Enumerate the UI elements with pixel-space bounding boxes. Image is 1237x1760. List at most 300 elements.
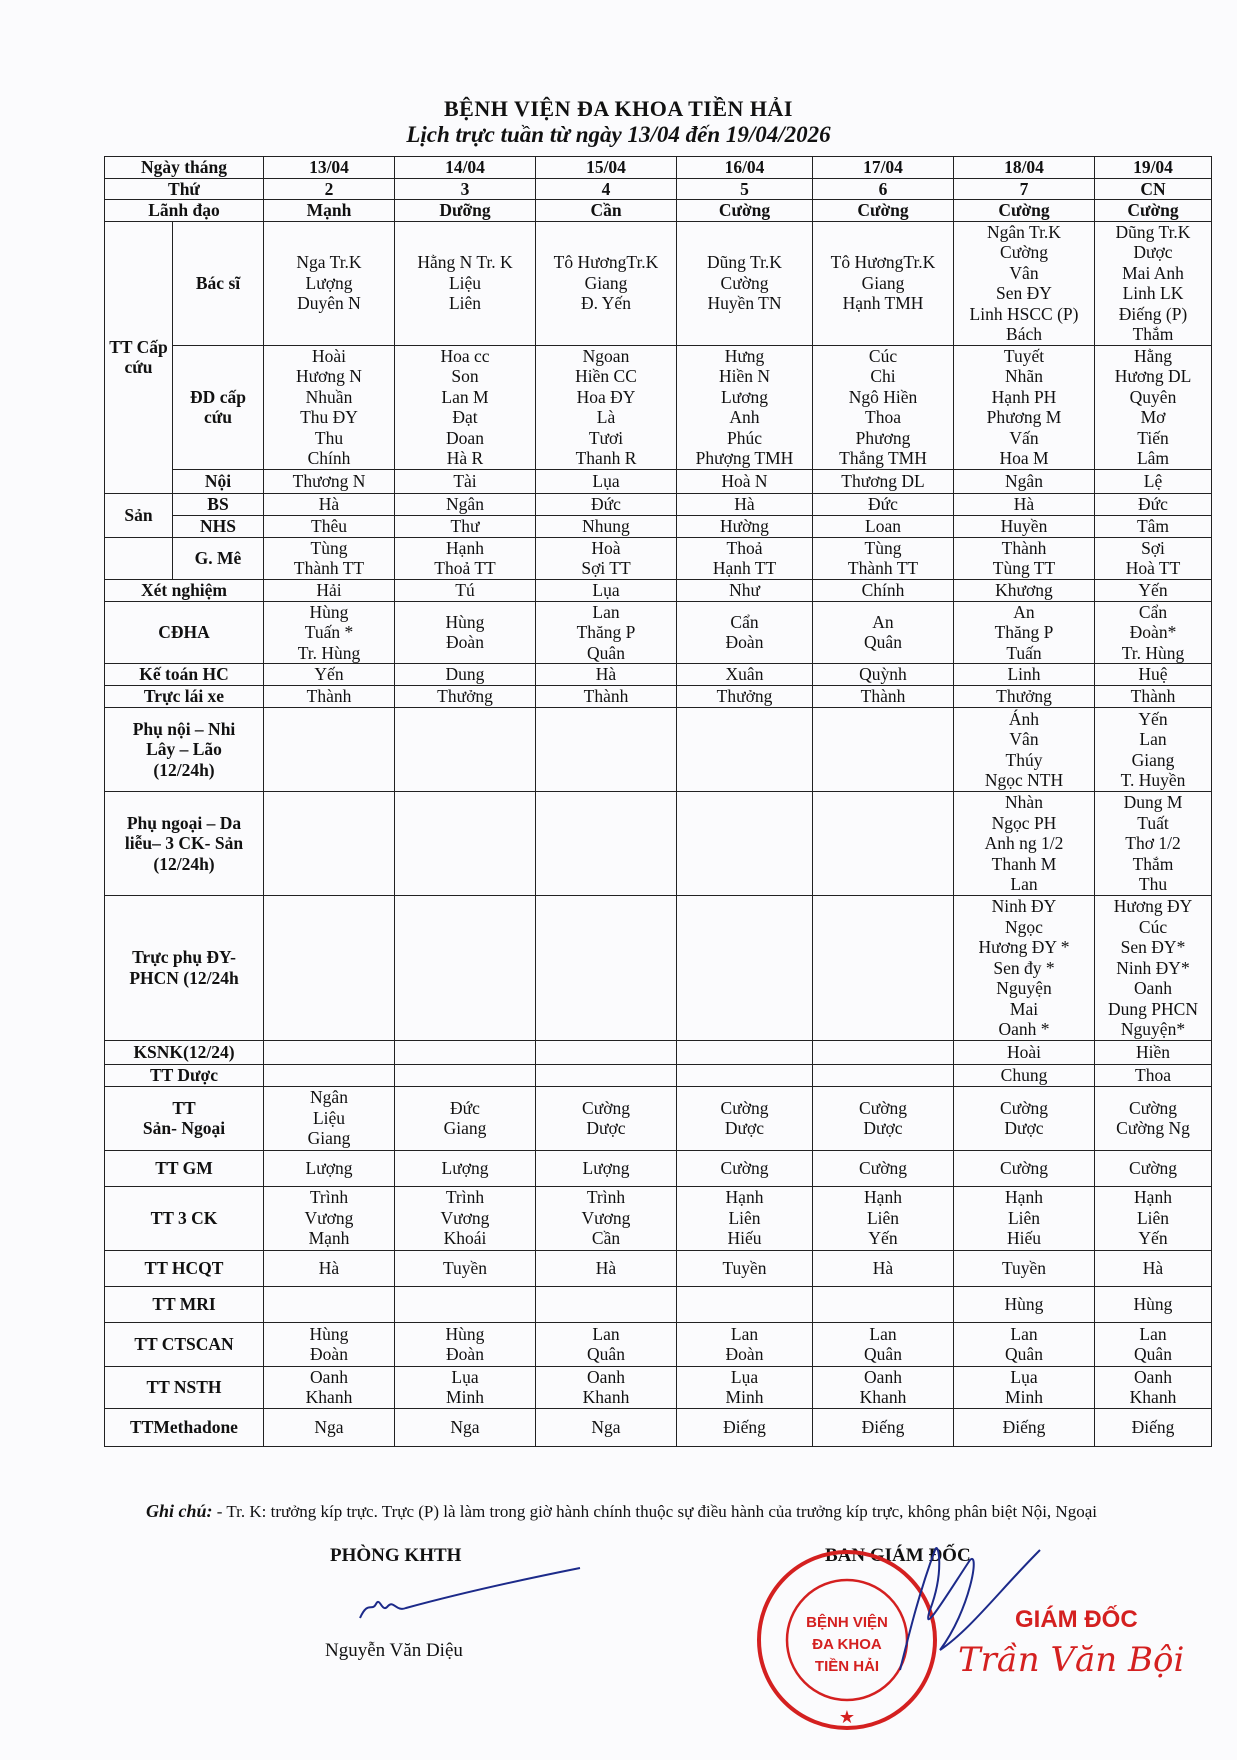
schedule-cell bbox=[536, 896, 677, 1041]
cell-name: Dũng Tr.K bbox=[707, 252, 782, 273]
leader-cell: Dưỡng bbox=[395, 200, 536, 222]
cell-name: Dược bbox=[1004, 1118, 1044, 1138]
cell-name: Quyên bbox=[1129, 386, 1177, 407]
row-dd-cap-cuu bbox=[105, 345, 1212, 469]
schedule-cell bbox=[813, 579, 954, 601]
cell-name: Hằng bbox=[1134, 345, 1172, 366]
cell-name: Hà R bbox=[446, 448, 484, 468]
cell-name: Đoàn bbox=[446, 1344, 484, 1364]
schedule-cell bbox=[536, 664, 677, 686]
schedule-cell bbox=[264, 493, 395, 515]
cell-name: Chính bbox=[307, 448, 351, 468]
cell-name: Thoa bbox=[1135, 1064, 1171, 1085]
stamp-text: ĐA KHOA bbox=[812, 1636, 882, 1653]
row-label: BS bbox=[173, 493, 264, 515]
cell-name: Cường bbox=[582, 1097, 630, 1118]
cell-name: Phúc bbox=[727, 427, 762, 448]
schedule-cell bbox=[395, 708, 536, 792]
schedule-cell bbox=[954, 601, 1095, 664]
cell-name: Giang bbox=[861, 272, 905, 293]
schedule-cell bbox=[264, 345, 395, 469]
schedule-cell bbox=[1095, 515, 1212, 537]
schedule-cell bbox=[813, 1286, 954, 1322]
cell-name: Ninh ĐY bbox=[991, 896, 1057, 916]
cell-name: Quân bbox=[1134, 1344, 1172, 1364]
schedule-cell bbox=[1095, 579, 1212, 601]
date-cell: 18/04 bbox=[954, 157, 1095, 179]
cell-name: Cường Ng bbox=[1116, 1118, 1190, 1138]
cell-name: Hiền CC bbox=[575, 366, 637, 386]
cell-name: An bbox=[1013, 601, 1035, 622]
schedule-cell bbox=[1095, 1286, 1212, 1322]
cell-name: Lương bbox=[721, 386, 768, 407]
cell-name: Khanh bbox=[859, 1387, 907, 1407]
cell-name: Hương ĐY bbox=[1113, 896, 1193, 916]
cell-name: Nguyện* bbox=[1120, 1019, 1186, 1039]
cell-name: Dung bbox=[445, 664, 485, 685]
cell-name: Giang bbox=[307, 1128, 351, 1149]
cell-name: Phương M bbox=[986, 407, 1062, 427]
schedule-cell bbox=[536, 1086, 677, 1150]
schedule-cell bbox=[954, 493, 1095, 515]
cell-name: Đức bbox=[1138, 493, 1168, 514]
cell-name: Thắng TMH bbox=[839, 448, 927, 468]
cell-name: Hạnh bbox=[1005, 1187, 1043, 1208]
row-gay-me bbox=[105, 537, 1212, 579]
row-label bbox=[105, 896, 264, 1041]
cell-name: Dung M bbox=[1123, 792, 1183, 813]
cell-name: Đoàn bbox=[725, 632, 764, 653]
right-signer-role: GIÁM ĐỐC bbox=[1015, 1606, 1138, 1633]
schedule-cell bbox=[536, 1366, 677, 1408]
schedule-cell bbox=[813, 469, 954, 493]
cell-name: Quân bbox=[587, 642, 625, 663]
cell-name: Khanh bbox=[305, 1387, 353, 1407]
cell-name: Ngân bbox=[310, 1087, 348, 1108]
cell-name: Thành bbox=[306, 686, 352, 707]
row-label: G. Mê bbox=[173, 537, 264, 579]
row-xet-nghiem bbox=[105, 579, 1212, 601]
row-phu-dy bbox=[105, 896, 1212, 1041]
cell-name: Quân bbox=[864, 1344, 902, 1364]
cell-name: Trực phụ ĐY- bbox=[132, 947, 236, 968]
schedule-cell bbox=[264, 1322, 395, 1366]
row-label: Bác sĩ bbox=[173, 221, 264, 345]
row-label: TT CTSCAN bbox=[105, 1322, 264, 1366]
cell-name: Cường bbox=[720, 1097, 769, 1118]
cell-name: Linh bbox=[1007, 664, 1041, 685]
cell-name: Lượng bbox=[441, 1157, 489, 1178]
schedule-cell bbox=[1095, 1150, 1212, 1186]
cell-name: Trình bbox=[586, 1187, 626, 1208]
cell-name: Lan bbox=[1010, 1323, 1038, 1344]
cell-name: Hoài bbox=[311, 345, 347, 366]
cell-name: TT bbox=[172, 1097, 196, 1118]
cell-name: Hương ĐY * bbox=[978, 937, 1070, 957]
cell-name: Lụa bbox=[592, 579, 620, 600]
cell-name: Thắm bbox=[1132, 324, 1174, 344]
schedule-cell bbox=[395, 579, 536, 601]
cell-name: Chi bbox=[870, 366, 896, 386]
cell-name: Đạt bbox=[452, 407, 478, 427]
cell-name: Tiến bbox=[1137, 427, 1169, 448]
cell-name: Điếng bbox=[861, 1416, 905, 1437]
cell-name: An bbox=[872, 611, 894, 632]
cell-name: Nhãn bbox=[1005, 366, 1043, 386]
schedule-cell bbox=[395, 221, 536, 345]
cell-name: Lụa bbox=[592, 470, 620, 491]
row-label: TT MRI bbox=[105, 1286, 264, 1322]
schedule-cell bbox=[395, 1250, 536, 1286]
schedule-cell bbox=[395, 792, 536, 896]
cell-name: Bách bbox=[1006, 324, 1042, 344]
cell-name: Quân bbox=[587, 1344, 625, 1364]
weekday-cell: 5 bbox=[677, 178, 813, 200]
cell-name: Nhàn bbox=[1005, 792, 1043, 813]
leader-cell: Cường bbox=[954, 200, 1095, 222]
cell-name: Hương DL bbox=[1114, 366, 1192, 386]
schedule-cell bbox=[1095, 1040, 1212, 1064]
cell-name: Ngân bbox=[1005, 470, 1043, 491]
date-cell: 15/04 bbox=[536, 157, 677, 179]
schedule-cell bbox=[395, 515, 536, 537]
schedule-cell bbox=[677, 896, 813, 1041]
cell-name: Oanh bbox=[587, 1366, 625, 1387]
cell-name: Mạnh bbox=[308, 1228, 350, 1249]
cell-name: Thành bbox=[860, 686, 906, 707]
cell-name: Hiếu bbox=[1006, 1228, 1042, 1249]
cell-name: Dược bbox=[1133, 242, 1173, 262]
schedule-cell bbox=[1095, 896, 1212, 1041]
left-signer-name: Nguyễn Văn Diệu bbox=[325, 1640, 463, 1661]
schedule-cell bbox=[813, 1040, 954, 1064]
schedule-cell bbox=[264, 1064, 395, 1086]
row-tt-gm bbox=[105, 1150, 1212, 1186]
schedule-cell bbox=[536, 1150, 677, 1186]
cell-name: Liên bbox=[1136, 1207, 1170, 1228]
schedule-cell bbox=[813, 1086, 954, 1150]
schedule-cell bbox=[954, 515, 1095, 537]
schedule-cell bbox=[395, 664, 536, 686]
cell-name: Thanh R bbox=[575, 448, 637, 468]
row-label bbox=[105, 792, 264, 896]
date-cell: 19/04 bbox=[1095, 157, 1212, 179]
cell-name: Hùng bbox=[445, 611, 485, 632]
cell-name: Ngọc NTH bbox=[984, 770, 1064, 790]
cell-name: Tô HươngTr.K bbox=[830, 252, 936, 273]
cell-name: Sen ĐY* bbox=[1120, 937, 1186, 957]
cell-name: Tuyền bbox=[722, 1257, 767, 1278]
row-san-nhs bbox=[105, 515, 1212, 537]
cell-name: Cường bbox=[720, 1157, 769, 1178]
cell-name: Thanh M bbox=[991, 853, 1057, 874]
cell-name: Thoả bbox=[726, 537, 763, 558]
cell-name: Phượng TMH bbox=[695, 448, 794, 468]
cell-name: Điếng bbox=[723, 1416, 766, 1437]
cell-name: Tuấn * bbox=[304, 622, 354, 642]
cell-name: Hùng bbox=[1133, 1293, 1173, 1314]
cell-name: Lượng bbox=[305, 1157, 353, 1178]
schedule-cell bbox=[1095, 221, 1212, 345]
cell-name: Doan bbox=[446, 427, 484, 448]
cell-name: Lệ bbox=[1143, 470, 1163, 491]
cell-name: Sen ĐY bbox=[996, 283, 1052, 303]
cell-name: Khương bbox=[995, 579, 1053, 600]
row-label: Xét nghiệm bbox=[105, 579, 264, 601]
schedule-cell bbox=[813, 1186, 954, 1250]
schedule-cell bbox=[813, 537, 954, 579]
left-signature bbox=[350, 1560, 590, 1630]
cell-name: Lây – Lão bbox=[146, 739, 222, 760]
cell-name: Yến bbox=[868, 1228, 898, 1249]
schedule-cell bbox=[536, 579, 677, 601]
cell-name: Dược bbox=[586, 1118, 626, 1138]
schedule-cell bbox=[813, 221, 954, 345]
cell-name: Tuyền bbox=[442, 1257, 488, 1278]
schedule-cell bbox=[264, 515, 395, 537]
cell-name: Thúy bbox=[1005, 749, 1043, 770]
schedule-cell bbox=[954, 792, 1095, 896]
schedule-cell bbox=[954, 1286, 1095, 1322]
cell-name: Hoài bbox=[1006, 1041, 1042, 1062]
cell-name: Nga bbox=[591, 1416, 621, 1437]
schedule-cell bbox=[677, 221, 813, 345]
cell-name: Cường bbox=[859, 1157, 907, 1178]
schedule-cell bbox=[677, 493, 813, 515]
schedule-cell bbox=[1095, 1322, 1212, 1366]
row-label: CĐHA bbox=[105, 601, 264, 664]
schedule-cell bbox=[954, 1186, 1095, 1250]
schedule-cell bbox=[954, 1366, 1095, 1408]
schedule-cell bbox=[954, 1040, 1095, 1064]
schedule-cell bbox=[395, 537, 536, 579]
cell-name: Chính bbox=[861, 579, 905, 600]
row-label: NHS bbox=[173, 515, 264, 537]
svg-text:★: ★ bbox=[838, 1707, 856, 1727]
schedule-cell bbox=[536, 1186, 677, 1250]
cell-name: Nga bbox=[314, 1416, 344, 1437]
row-label: TT NSTH bbox=[105, 1366, 264, 1408]
cell-name: Oanh bbox=[310, 1366, 348, 1387]
schedule-cell bbox=[677, 1250, 813, 1286]
cell-name: Hà bbox=[1013, 493, 1035, 514]
cell-name: Hà bbox=[1142, 1257, 1164, 1278]
cell-name: Sợi TT bbox=[581, 558, 631, 578]
duty-schedule-table bbox=[104, 156, 1212, 1447]
leader-label: Lãnh đạo bbox=[105, 200, 264, 222]
row-label: TT HCQT bbox=[105, 1250, 264, 1286]
cell-name: Hiền N bbox=[718, 366, 771, 386]
cell-name: Phụ ngoại – Da bbox=[126, 812, 242, 833]
leader-cell: Cường bbox=[813, 200, 954, 222]
row-ksnk bbox=[105, 1040, 1212, 1064]
schedule-cell bbox=[954, 1322, 1095, 1366]
schedule-cell bbox=[677, 1186, 813, 1250]
cell-name: Thưởng bbox=[437, 686, 493, 707]
cell-name: Hà bbox=[595, 664, 617, 685]
cell-name: Tuyền bbox=[1001, 1257, 1047, 1278]
cell-name: Cường bbox=[1000, 1097, 1048, 1118]
cell-name: Hùng bbox=[309, 601, 349, 622]
group-empty bbox=[105, 537, 173, 579]
cell-name: Cúc bbox=[868, 345, 898, 366]
schedule-cell bbox=[395, 1408, 536, 1446]
cell-name: Hường bbox=[720, 515, 769, 536]
cell-name: Lan bbox=[592, 1323, 620, 1344]
schedule-cell bbox=[813, 792, 954, 896]
note bbox=[146, 1500, 1146, 1523]
cell-name: Đ. Yến bbox=[581, 293, 631, 314]
cell-name: liễu– 3 CK- Sản bbox=[124, 833, 244, 854]
cell-name: Thăng P bbox=[576, 622, 636, 642]
cell-name: Trình bbox=[309, 1187, 349, 1208]
cell-name: Giang bbox=[1131, 749, 1175, 770]
leader-cell: Cường bbox=[677, 200, 813, 222]
row-tt-methadone bbox=[105, 1408, 1212, 1446]
cell-name: Cần bbox=[591, 1228, 621, 1249]
cell-name: Như bbox=[729, 579, 760, 600]
cell-name: Hạnh PH bbox=[991, 386, 1057, 407]
schedule-cell bbox=[395, 345, 536, 469]
row-lai-xe bbox=[105, 686, 1212, 708]
schedule-cell bbox=[395, 686, 536, 708]
cell-name: Anh ng 1/2 bbox=[984, 833, 1064, 854]
schedule-cell bbox=[536, 792, 677, 896]
schedule-cell bbox=[677, 601, 813, 664]
cell-name: Lan M bbox=[441, 386, 489, 407]
cell-name: Hoa cc bbox=[440, 345, 490, 366]
schedule-cell bbox=[954, 1086, 1095, 1150]
row-label bbox=[105, 1086, 264, 1150]
cell-name: Vân bbox=[1009, 729, 1039, 749]
schedule-cell bbox=[264, 221, 395, 345]
schedule-cell bbox=[264, 896, 395, 1041]
schedule-cell bbox=[536, 1286, 677, 1322]
cell-name: Son bbox=[451, 366, 479, 386]
schedule-cell bbox=[677, 664, 813, 686]
row-tt-hcqt bbox=[105, 1250, 1212, 1286]
cell-name: Nguyện bbox=[996, 978, 1052, 998]
date-cell: 14/04 bbox=[395, 157, 536, 179]
cell-name: Hạnh bbox=[864, 1187, 902, 1208]
cell-name: Thành bbox=[1130, 686, 1176, 707]
schedule-cell bbox=[536, 493, 677, 515]
cell-name: Hà bbox=[318, 493, 340, 514]
schedule-cell bbox=[536, 221, 677, 345]
schedule-cell bbox=[395, 1040, 536, 1064]
cell-name: Cẩn bbox=[1138, 601, 1168, 622]
cell-name: Liên bbox=[448, 293, 482, 314]
row-phu-ngoai bbox=[105, 792, 1212, 896]
cell-name: Hải bbox=[316, 579, 342, 600]
cell-name: Hằng N Tr. K bbox=[417, 252, 513, 273]
schedule-cell bbox=[1095, 601, 1212, 664]
cell-name: Lan bbox=[1139, 729, 1167, 749]
date-cell: 13/04 bbox=[264, 157, 395, 179]
cell-name: Quỳnh bbox=[859, 664, 907, 685]
schedule-cell bbox=[813, 493, 954, 515]
cell-name: Lan bbox=[869, 1323, 897, 1344]
cell-name: Là bbox=[596, 407, 616, 427]
cell-name: (12/24h) bbox=[153, 853, 215, 874]
schedule-cell bbox=[954, 708, 1095, 792]
cell-name: Hương N bbox=[296, 366, 362, 386]
leader-row bbox=[105, 200, 1212, 222]
cell-name: Oanh * bbox=[998, 1019, 1050, 1039]
schedule-cell bbox=[677, 1322, 813, 1366]
row-tt-duoc bbox=[105, 1064, 1212, 1086]
cell-name: Hạnh bbox=[446, 537, 484, 558]
schedule-cell bbox=[677, 515, 813, 537]
cell-name: Dung PHCN bbox=[1108, 998, 1198, 1019]
cell-name: Ngoan bbox=[582, 345, 630, 366]
cell-name: Khanh bbox=[582, 1387, 630, 1407]
cell-name: Hà bbox=[872, 1257, 894, 1278]
cell-name: Tô HươngTr.K bbox=[553, 252, 659, 273]
schedule-cell bbox=[395, 1150, 536, 1186]
weekday-cell: 7 bbox=[954, 178, 1095, 200]
weekday-cell: 2 bbox=[264, 178, 395, 200]
schedule-cell bbox=[677, 537, 813, 579]
schedule-cell bbox=[813, 708, 954, 792]
cell-name: Anh bbox=[729, 407, 760, 427]
cell-name: Thưởng bbox=[716, 686, 773, 707]
cell-name: Quân bbox=[1005, 1344, 1043, 1364]
row-label: TTMethadone bbox=[105, 1408, 264, 1446]
schedule-cell bbox=[1095, 686, 1212, 708]
cell-name: Thu bbox=[314, 427, 344, 448]
schedule-cell bbox=[1095, 537, 1212, 579]
schedule-cell bbox=[677, 469, 813, 493]
stamp-text: TIỀN HẢI bbox=[814, 1658, 880, 1675]
note-label: Ghi chú: bbox=[146, 1501, 213, 1521]
schedule-cell bbox=[536, 686, 677, 708]
row-label bbox=[105, 708, 264, 792]
schedule-cell bbox=[813, 664, 954, 686]
cell-name: Cường bbox=[720, 272, 769, 293]
cell-name: Minh bbox=[446, 1387, 484, 1407]
cell-name: Điếng bbox=[1002, 1416, 1046, 1437]
cell-name: Đoàn bbox=[446, 632, 484, 653]
schedule-cell bbox=[677, 1040, 813, 1064]
schedule-cell bbox=[1095, 345, 1212, 469]
cell-name: Tùng TT bbox=[992, 558, 1056, 578]
cell-name: Liên bbox=[1007, 1207, 1041, 1228]
cell-name: Thơ 1/2 bbox=[1125, 833, 1181, 854]
row-label: ĐD cấp cứu bbox=[173, 345, 264, 469]
leader-cell: Cần bbox=[536, 200, 677, 222]
cell-name: Nga Tr.K bbox=[296, 252, 362, 273]
schedule-cell bbox=[264, 686, 395, 708]
schedule-cell bbox=[677, 1366, 813, 1408]
cell-name: Yến bbox=[1138, 1228, 1168, 1249]
cell-name: Linh HSCC (P) bbox=[969, 303, 1079, 324]
cell-name: Hùng bbox=[1004, 1293, 1044, 1314]
schedule-cell bbox=[264, 537, 395, 579]
cell-name: Ngân Tr.K bbox=[987, 221, 1061, 242]
cell-name: Dũng Tr.K bbox=[1115, 221, 1191, 242]
cell-name: Yến bbox=[314, 664, 344, 685]
cell-name: Cúc bbox=[1138, 916, 1168, 937]
schedule-cell bbox=[264, 1408, 395, 1446]
schedule-cell bbox=[395, 1366, 536, 1408]
cell-name: Nga bbox=[450, 1416, 480, 1437]
schedule-cell bbox=[954, 896, 1095, 1041]
cell-name: Hoà N bbox=[721, 470, 768, 491]
schedule-cell bbox=[395, 493, 536, 515]
schedule-cell bbox=[395, 1186, 536, 1250]
schedule-cell bbox=[813, 1250, 954, 1286]
